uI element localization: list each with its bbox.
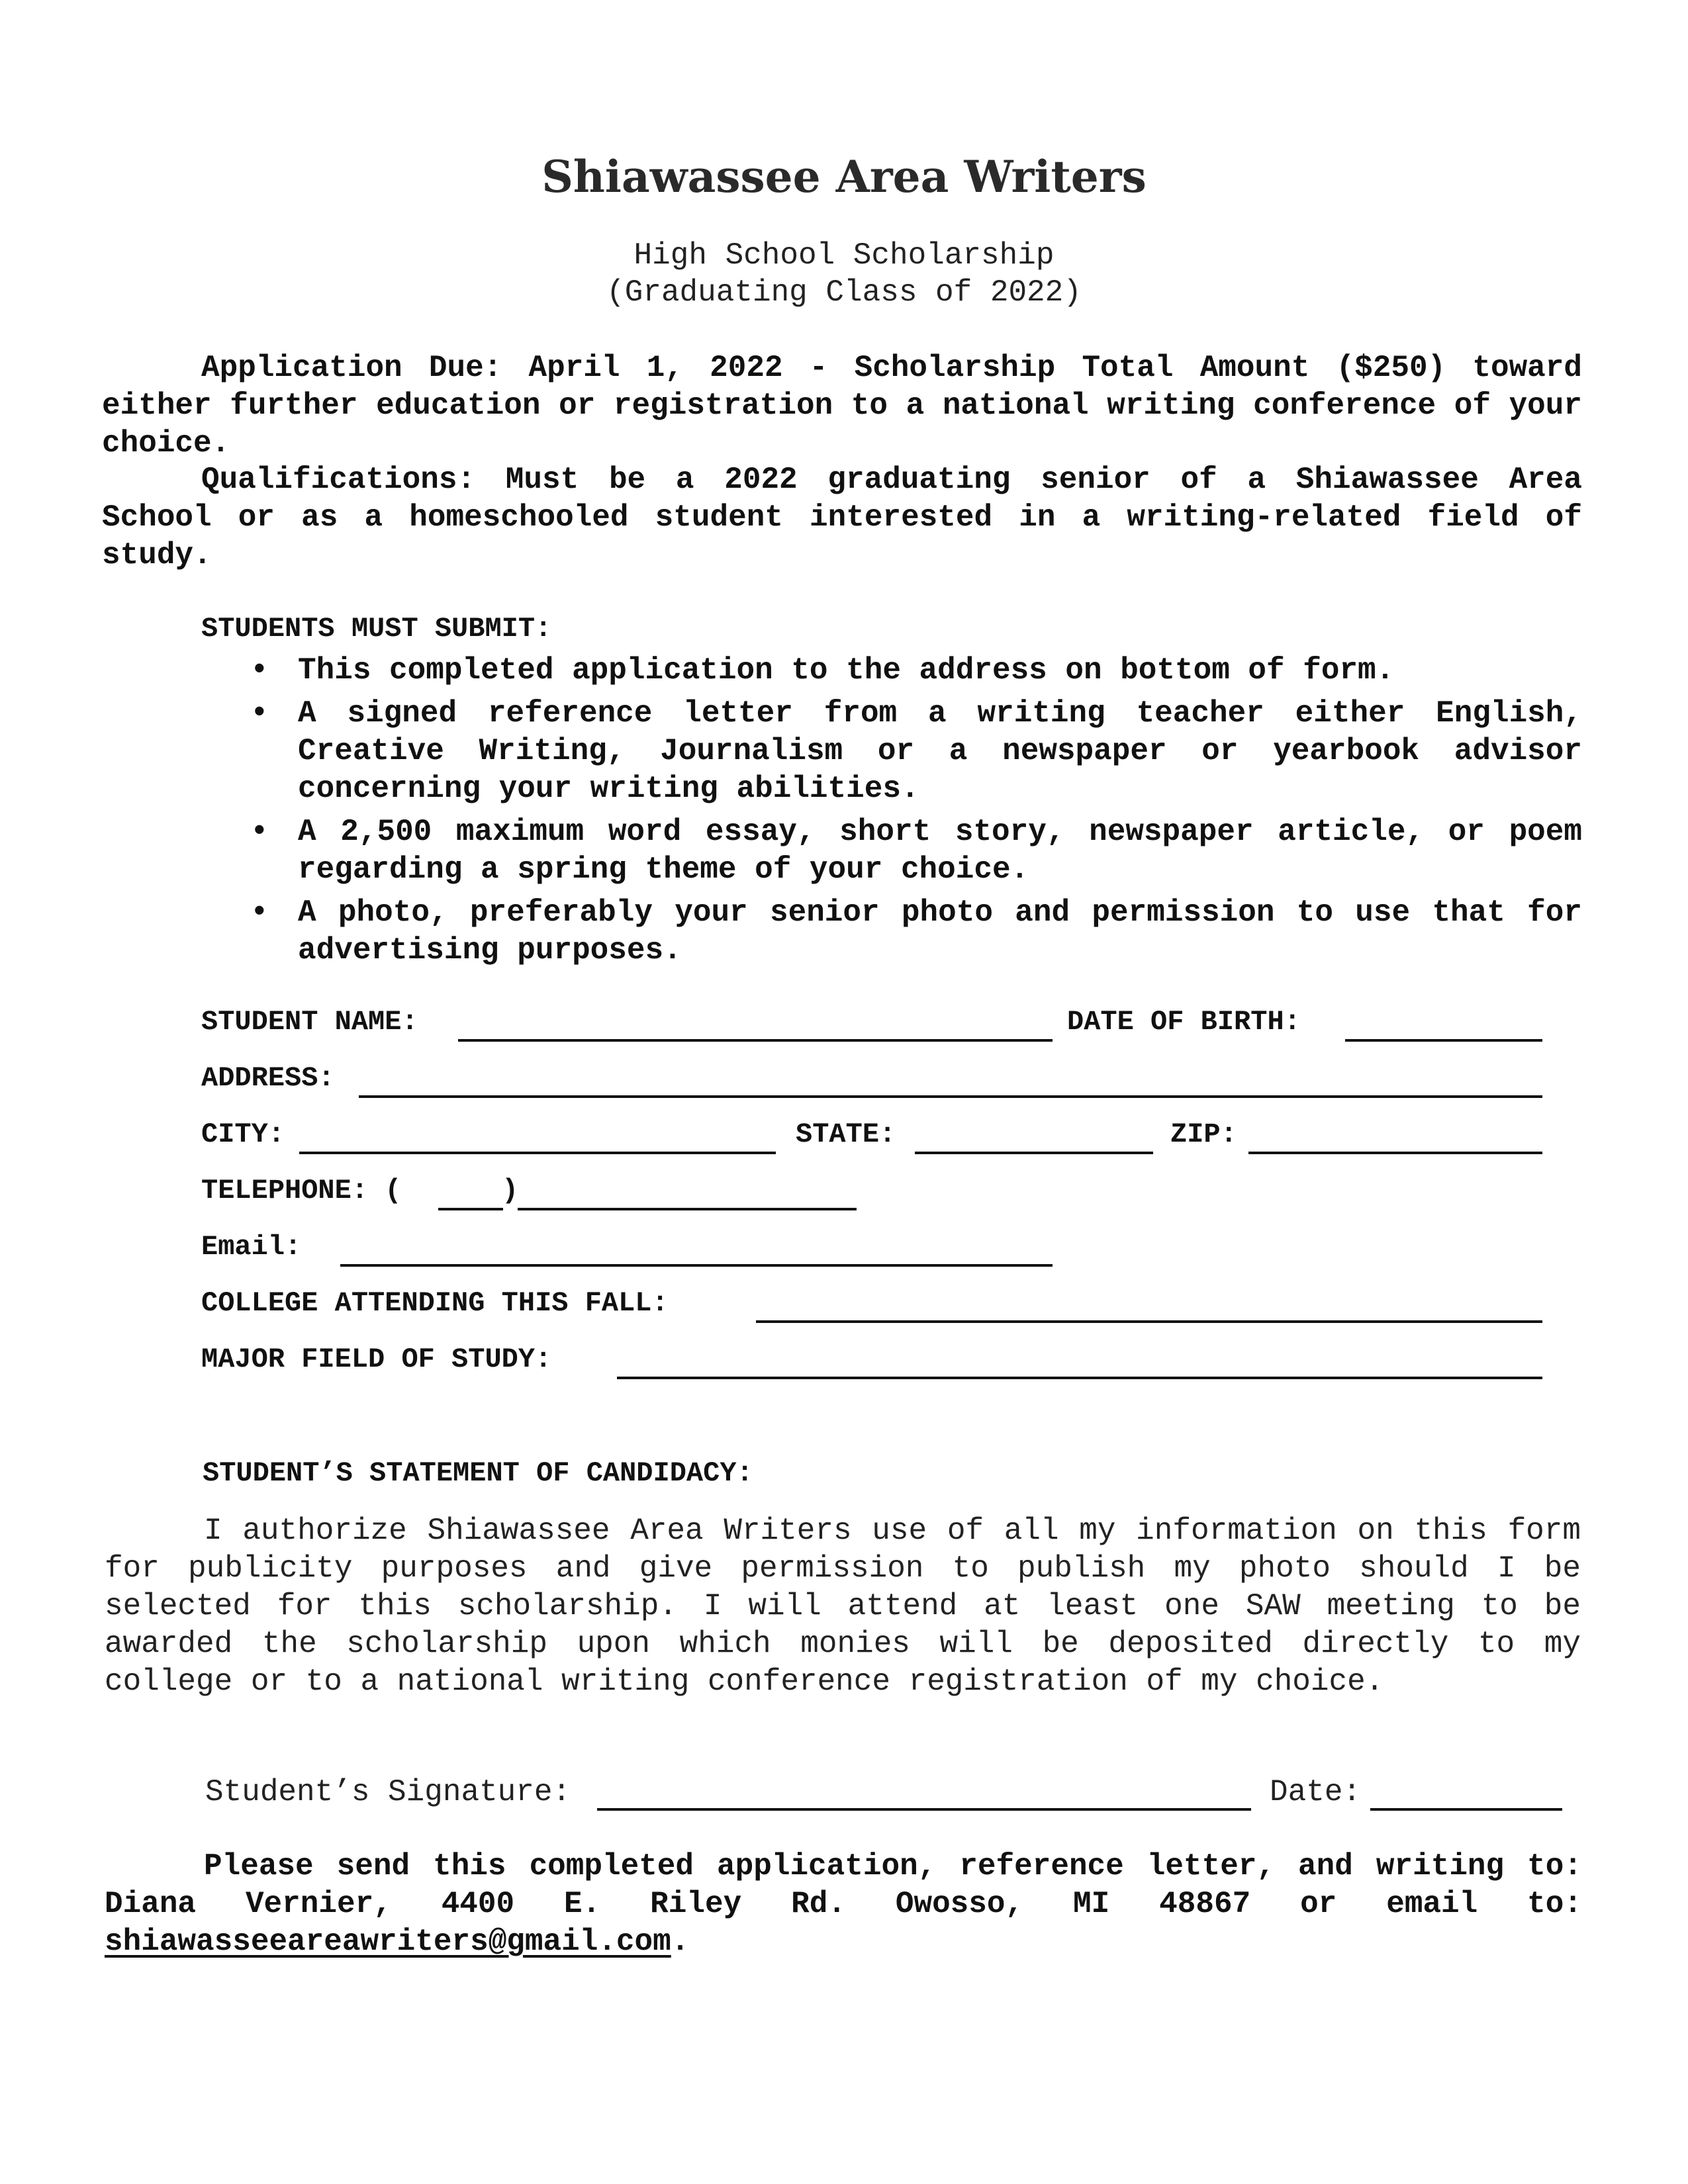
bullet-icon: • (250, 895, 269, 930)
major-label: MAJOR FIELD OF STUDY: (201, 1343, 552, 1375)
telephone-label: TELEPHONE: ( (201, 1175, 402, 1206)
contact-email-link[interactable]: shiawasseeareawriters@gmail.com (105, 1925, 671, 1959)
subtitle-scholarship: High School Scholarship (633, 238, 1055, 273)
closing-text: Please send this completed application, reference letter, and writing to: Diana Vernier, 4400 E. Riley Rd. Owosso, MI 48867 or email to: (105, 1849, 1582, 1921)
address-field[interactable] (359, 1095, 1542, 1098)
signature-date-field[interactable] (1370, 1808, 1562, 1811)
statement-body: I authorize Shiawassee Area Writers use of all my information on this form for publicity purposes and give permission to publish my photo should I be selected for this scholarship. I will attend at least one SAW meeting to be awarded the scholarship upon which monies will be deposited directly to my college or to a national writing conference registration of my choice. (105, 1514, 1581, 1699)
subtitle-class: (Graduating Class of 2022) (606, 275, 1082, 310)
list-item: • A 2,500 maximum word essay, short story, newspaper article, or poem regarding a spring theme of your choice. (250, 815, 1582, 887)
list-item: • A photo, preferably your senior photo and permission to use that for advertising purposes. (250, 895, 1582, 968)
zip-field[interactable] (1248, 1152, 1542, 1154)
list-item: • This completed application to the address on bottom of form. (245, 652, 1582, 690)
email-field[interactable] (340, 1264, 1053, 1267)
qualifications-paragraph: Qualifications: Must be a 2022 graduating senior of a Shiawassee Area School or as a homeschooled student interested in a writing-related field of study. (102, 463, 1582, 572)
closing-paragraph (105, 1848, 1582, 1961)
signature-label: Student’s Signature: (205, 1775, 571, 1809)
list-item: • A signed reference letter from a writing teacher either English, Creative Writing, Journalism or a newspaper or yearbook advisor concerning your writing abilities. (250, 696, 1582, 806)
telephone-paren-close: ) (502, 1175, 519, 1206)
college-field[interactable] (756, 1320, 1542, 1323)
zip-label: ZIP: (1170, 1118, 1237, 1150)
state-label: STATE: (796, 1118, 896, 1150)
address-label: ADDRESS: (201, 1062, 335, 1094)
signature-field[interactable] (597, 1808, 1251, 1811)
bullet-icon: • (250, 653, 269, 688)
date-of-birth-field[interactable] (1345, 1039, 1542, 1042)
submit-heading: STUDENTS MUST SUBMIT: (201, 613, 552, 645)
closing-period: . (671, 1925, 690, 1959)
date-of-birth-label: DATE OF BIRTH: (1067, 1006, 1301, 1038)
due-paragraph: Application Due: April 1, 2022 - Scholarship Total Amount ($250) toward either further education or registration to a national writing conference of your choice. (102, 351, 1582, 461)
bullet-icon: • (250, 815, 269, 849)
telephone-field[interactable] (518, 1208, 857, 1210)
statement-heading: STUDENT’S STATEMENT OF CANDIDACY: (203, 1457, 753, 1489)
email-label: Email: (201, 1231, 302, 1263)
state-field[interactable] (915, 1152, 1153, 1154)
city-field[interactable] (299, 1152, 776, 1154)
major-field[interactable] (617, 1377, 1542, 1379)
student-name-field[interactable] (458, 1039, 1053, 1042)
city-label: CITY: (201, 1118, 285, 1150)
area-code-field[interactable] (438, 1208, 503, 1210)
submit-list (245, 652, 1582, 975)
college-label: COLLEGE ATTENDING THIS FALL: (201, 1287, 669, 1319)
page-title: Shiawassee Area Writers (541, 151, 1147, 203)
bullet-icon: • (250, 696, 269, 731)
signature-date-label: Date: (1270, 1775, 1362, 1809)
student-name-label: STUDENT NAME: (201, 1006, 418, 1038)
